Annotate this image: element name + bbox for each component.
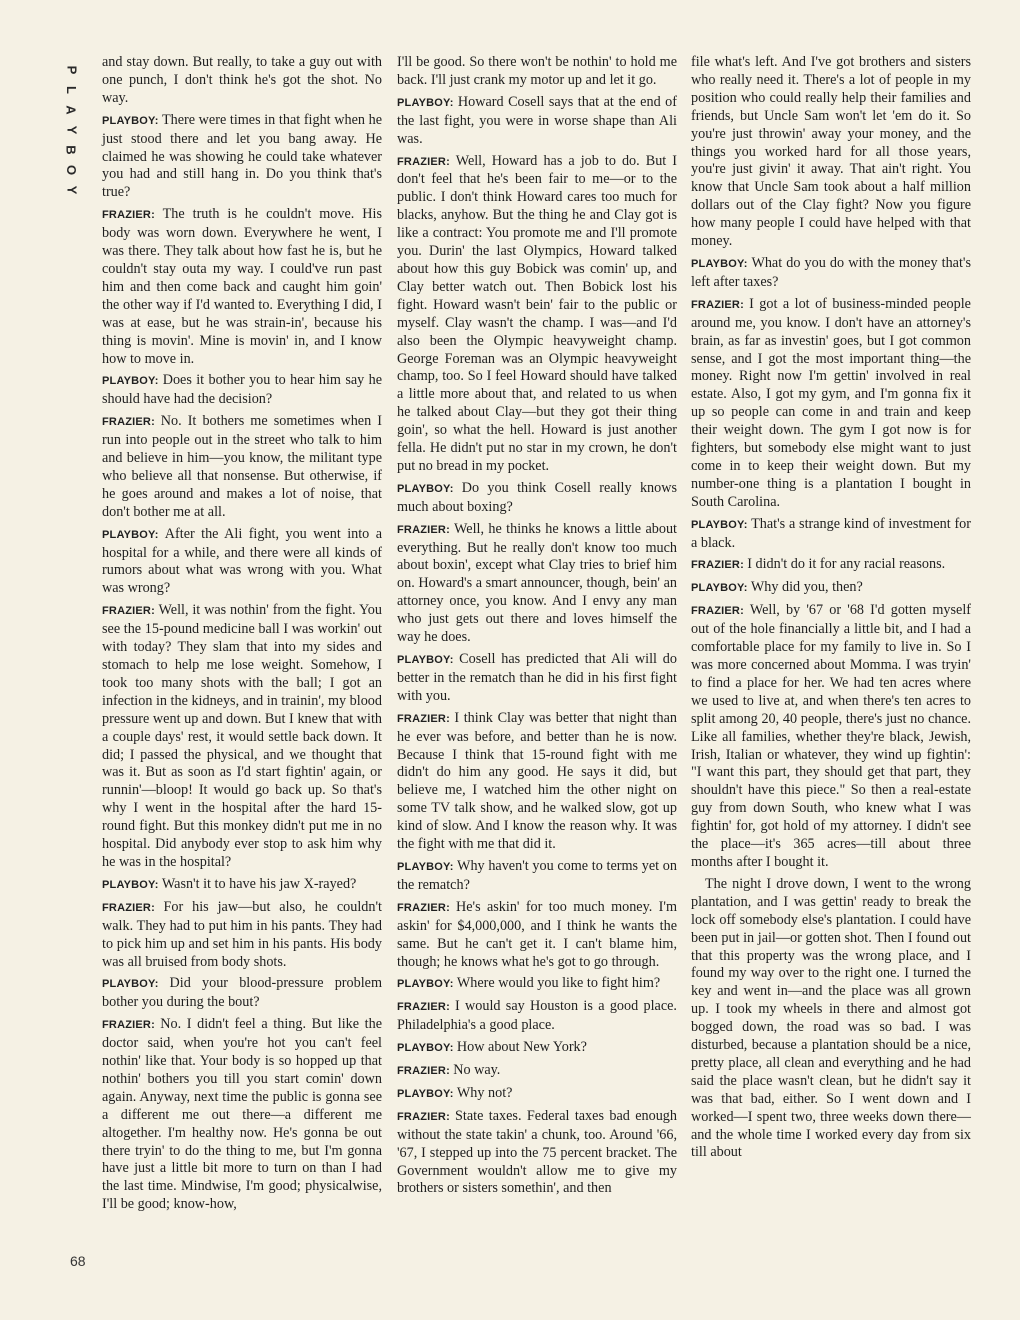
paragraph-text: I got a lot of business-minded people around me, you know. I don't have an attorney's brain, as far as investin' goes, but I got common sense, and I got the most important thing—the money. Right now I'm gettin' involved in real estate. Also, I got my gym, and I'm gonna fix it up so people can come in and train and keep their weight down. The gym I got now is for fighters, but somebody else might want to just come in to keep their weight down. But my number-one thing is a plantation I bought in South Carolina.	[691, 295, 971, 510]
paragraph-text: Cosell has predicted that Ali will do better in the rematch than he did in his first fight with you.	[397, 651, 677, 704]
magazine-name-letter: A	[64, 105, 80, 115]
speaker-label: FRAZIER:	[102, 1019, 155, 1032]
paragraph-text: Well, it was nothin' from the fight. You see the 15-pound medicine ball I was workin' out with today? They slam that into my sides and stomach to help me lose weight. Somehow, I took too many shots with the ball; I got an infection in the kidneys, and in trainin', my blood pressure went up and down. But I knew that with a couple days' rest, it would settle back down. It did; I passed the physical, and we thought that was it. But as soon as I'd start fightin' again, or runnin'—bloop! It would go back up. So that's why I went in the hospital after the hard 15-round fight. But this monkey didn't put me in no hospital. Did anybody ever stop to ask him why he was in the hospital?	[102, 602, 382, 870]
paragraph-text: There were times in that fight when he just stood there and let you bang away. He claimed he was showing he could take whatever you had and still hang in. Do you think that's true?	[102, 111, 382, 201]
interview-paragraph	[102, 526, 382, 599]
speaker-label: FRAZIER:	[397, 712, 450, 725]
magazine-name-letter: L	[64, 86, 80, 94]
interview-paragraph	[691, 296, 971, 512]
speaker-label: FRAZIER:	[397, 155, 450, 168]
paragraph-text: What do you do with the money that's left after taxes?	[691, 254, 971, 290]
speaker-label: PLAYBOY:	[102, 528, 159, 541]
speaker-label: PLAYBOY:	[102, 878, 159, 891]
speaker-label: FRAZIER:	[397, 901, 450, 914]
paragraph-text: Well, Howard has a job to do. But I don't feel that he's been fair to me—or to the public. I don't think Howard cares too much for blacks, anyhow. But the thing he and Clay got is like a contract: You promote me and I'll promote you. Durin' the last Olympics, Howard talked about how this guy Bobick was comin' up, and Clay better watch out. Then Bobick lost his fight. Howard wasn't bein' fair to the public or myself. Clay wasn't the champ. I was—and I'd also been the Olympic heavyweight champ. George Foreman was an Olympic heavyweight champ, too. So I feel Howard should have talked a little more about that, and related to us when he talked about Clay—but they got their thing goin', so what the hell. Howard is just another fella. He didn't put no star in my crown, he don't put no bread in my pocket.	[397, 152, 677, 474]
magazine-name-letter: P	[64, 65, 80, 75]
interview-paragraph	[691, 556, 971, 575]
interview-paragraph	[691, 54, 971, 251]
interview-paragraph	[691, 602, 971, 872]
speaker-label: PLAYBOY:	[691, 257, 748, 270]
paragraph-text: The truth is he couldn't move. His body was worn down. Everywhere he went, I was there. They talk about how fast he is, but he couldn't stay outa my way. I could've run past him and then come back and caught him goin' the other way if I'd wanted to. Everything I did, I was at ease, but he was strain-in', because his thing is movin'. Mine is movin' in, and I know how to move in.	[102, 206, 382, 367]
speaker-label: PLAYBOY:	[102, 978, 159, 991]
interview-paragraph	[397, 1108, 677, 1199]
speaker-label: FRAZIER:	[102, 605, 155, 618]
paragraph-text: He's askin' for too much money. I'm askin' for $4,000,000, and I think he wants the same. But he can't get it. I can't blame him, though; he knows what he's got to go through.	[397, 898, 677, 970]
paragraph-text: Well, he thinks he knows a little about everything. But he really don't know too much about boxin', except what Clay tries to brief him on. Howard's a smart announcer, though, bein' an attorney once, you know. And I envy any man who just gets out there and loves himself the way he does.	[397, 520, 677, 646]
paragraph-text: Howard Cosell says that at the end of the last fight, you were in worse shape than Ali was.	[397, 93, 677, 147]
interview-paragraph	[397, 153, 677, 476]
paragraph-text: Did your blood-pressure problem bother you during the bout?	[102, 975, 382, 1011]
paragraph-text: I didn't do it for any racial reasons.	[747, 556, 946, 573]
interview-paragraph	[397, 899, 677, 972]
paragraph-text: Does it bother you to hear him say he should have had the decision?	[102, 372, 382, 408]
interview-paragraph	[102, 1016, 382, 1214]
interview-paragraph	[397, 54, 677, 90]
interview-paragraph	[397, 998, 677, 1035]
paragraph-text: Do you think Cosell really knows much about boxing?	[397, 479, 677, 515]
interview-paragraph	[102, 54, 382, 108]
speaker-label: PLAYBOY:	[102, 114, 159, 127]
speaker-label: FRAZIER:	[397, 523, 450, 536]
interview-paragraph	[397, 1062, 677, 1081]
speaker-label: PLAYBOY:	[397, 654, 454, 666]
paragraph-text: No. It bothers me sometimes when I run into people out in the street who talk to him and believe in him—you know, the militant type who believe all that nonsense. But otherwise, if he goes around and makes a lot of noise, that don't bother me at all.	[102, 413, 382, 520]
speaker-label: FRAZIER:	[691, 559, 744, 572]
interview-paragraph	[397, 858, 677, 895]
interview-paragraph	[397, 521, 677, 647]
speaker-label: PLAYBOY:	[397, 860, 454, 873]
paragraph-text: I think Clay was better that night than he ever was before, and better than he is now. Because I think that 15-round fight with me didn't do him any good. He says it did, but believe me, I watched him the other night on some TV talk show, and he walked slow, got up kind of slow. And I know the reason why. It was the fight with me that did it.	[397, 709, 677, 853]
column-2	[397, 54, 677, 1202]
speaker-label: PLAYBOY:	[397, 96, 454, 109]
magazine-name-vertical	[64, 60, 80, 200]
interview-paragraph	[397, 94, 677, 149]
column-1	[102, 54, 382, 1218]
paragraph-text: Why did you, then?	[750, 579, 863, 596]
speaker-label: PLAYBOY:	[397, 1087, 454, 1100]
speaker-label: PLAYBOY:	[102, 375, 159, 388]
column-3	[691, 54, 971, 1166]
paragraph-text: No. I didn't feel a thing. But like the doctor said, when you're hot you can't feel nothin' like that. Your body is so hopped up that nothin' bothers you till you start comin' down again. Anyway, next time the public is gonna see a different me out there—a different me altogether. I'm healthy now. He's gonna be out there tryin' to do the thing to me, but I'm gonna have just a little bit more to turn on than I had the last time. Mindwise, I'm good; physicalwise, I'll be good; know-how,	[102, 1016, 382, 1213]
interview-paragraph	[397, 480, 677, 517]
paragraph-text: Why not?	[456, 1084, 513, 1101]
speaker-label: FRAZIER:	[691, 605, 744, 618]
magazine-name-letter: Y	[64, 125, 80, 135]
magazine-name-letter: Y	[64, 185, 80, 195]
interview-paragraph	[397, 651, 677, 706]
paragraph-text: file what's left. And I've got brothers and sisters who really need it. There's a lot of people in my position who could really help their families and friends, but Uncle Sam won't let 'em do it. So you're just throwin' away your money, and the things you worked hard for all those years, you're just givin' it away. That ain't right. You know that Uncle Sam took about a half million dollars out of the Clay fight? Now you figure how many people I could have helped with that money.	[691, 54, 971, 250]
interview-paragraph	[397, 975, 677, 994]
speaker-label: PLAYBOY:	[397, 978, 454, 991]
paragraph-text: Why haven't you come to terms yet on the rematch?	[397, 857, 677, 893]
paragraph-text: The night I drove down, I went to the wrong plantation, and I was gettin' ready to break the lock off somebody else's plantation. I could have been put in jail—or gotten shot. Then I found out that this property was the wrong place, and I found my way over to the right one. I turned the key and went in—and the place was all grown up. I took my wheels in there and almost got bogged down, the road was so bad. I was disturbed, because a plantation should be a nice, pretty place, all clean and everything and he had said the place wasn't clean, but he didn't say it was that bad, either. So I went down and I worked—I spent two, three weeks down there—and the whole time I worked every day from six till about	[691, 875, 971, 1161]
speaker-label: FRAZIER:	[397, 1001, 450, 1014]
paragraph-text: That's a strange kind of investment for a black.	[691, 515, 971, 551]
speaker-label: FRAZIER:	[691, 298, 744, 311]
paragraph-text: Wasn't it to have his jaw X-rayed?	[161, 875, 357, 892]
speaker-label: PLAYBOY:	[691, 582, 748, 595]
magazine-name-letter: B	[64, 145, 80, 155]
paragraph-text: I would say Houston is a good place. Philadelphia's a good place.	[397, 998, 677, 1034]
paragraph-text: State taxes. Federal taxes bad enough without the state takin' a chunk, too. Around '66, '67, I stepped up into the 75 percent bracket. The Government wouldn't allow me to give my brothers or sisters somethin', and then	[397, 1107, 677, 1197]
speaker-label: PLAYBOY:	[397, 482, 454, 495]
paragraph-text: Well, by '67 or '68 I'd gotten myself out of the hole financially a little bit, and I had a comfortable place for my family to live in. So I was more concerned about Momma. I was tryin' to find a place for her. We had ten acres where we used to live at, and when there's ten acres to split among 20, 40 people, there's just no chance. Like all families, whether they're black, Jewish, Irish, Italian or whatever, they wind up fightin': "I want this part, they should get that part, they shouldn't have this piece." So then a real-estate guy from down South, who knew what I was fightin' for, got hold of my attorney. I didn't see the place—it's 365 acres—till about three months after I bought it.	[691, 602, 971, 870]
page-number: 68	[70, 1253, 86, 1269]
paragraph-text: After the Ali fight, you went into a hospital for a while, and there were all kinds of rumors about what was wrong with you. What was wrong?	[102, 525, 382, 597]
paragraph-text: I'll be good. So there won't be nothin' to hold me back. I'll just crank my motor up and let it go.	[397, 54, 677, 88]
interview-paragraph	[102, 876, 382, 895]
interview-paragraph	[397, 710, 677, 854]
speaker-label: FRAZIER:	[397, 1110, 450, 1123]
speaker-label: FRAZIER:	[102, 209, 155, 222]
interview-paragraph	[102, 975, 382, 1012]
interview-paragraph	[102, 372, 382, 409]
magazine-name-letter: O	[64, 164, 80, 176]
paragraph-text: For his jaw—but also, he couldn't walk. They had to put him in his pants. They had to pick him up and set him in his pants. His body was all bruised from body shots.	[102, 898, 382, 970]
interview-paragraph	[691, 876, 971, 1163]
interview-paragraph	[102, 413, 382, 521]
speaker-label: PLAYBOY:	[691, 518, 748, 531]
interview-paragraph	[691, 516, 971, 553]
interview-paragraph	[102, 112, 382, 203]
speaker-label: FRAZIER:	[397, 1065, 450, 1078]
paragraph-text: and stay down. But really, to take a guy out with one punch, I don't think he's got the shot. No way.	[102, 54, 382, 106]
speaker-label: FRAZIER:	[102, 416, 155, 429]
interview-paragraph	[102, 602, 382, 872]
paragraph-text: Where would you like to fight him?	[456, 975, 661, 992]
interview-paragraph	[691, 255, 971, 292]
interview-paragraph	[102, 206, 382, 368]
speaker-label: FRAZIER:	[102, 901, 155, 914]
interview-paragraph	[691, 579, 971, 598]
paragraph-text: How about New York?	[456, 1039, 587, 1056]
speaker-label: PLAYBOY:	[397, 1042, 454, 1055]
interview-paragraph	[102, 899, 382, 972]
paragraph-text: No way.	[453, 1062, 501, 1079]
interview-paragraph	[397, 1039, 677, 1058]
interview-paragraph	[397, 1085, 677, 1104]
